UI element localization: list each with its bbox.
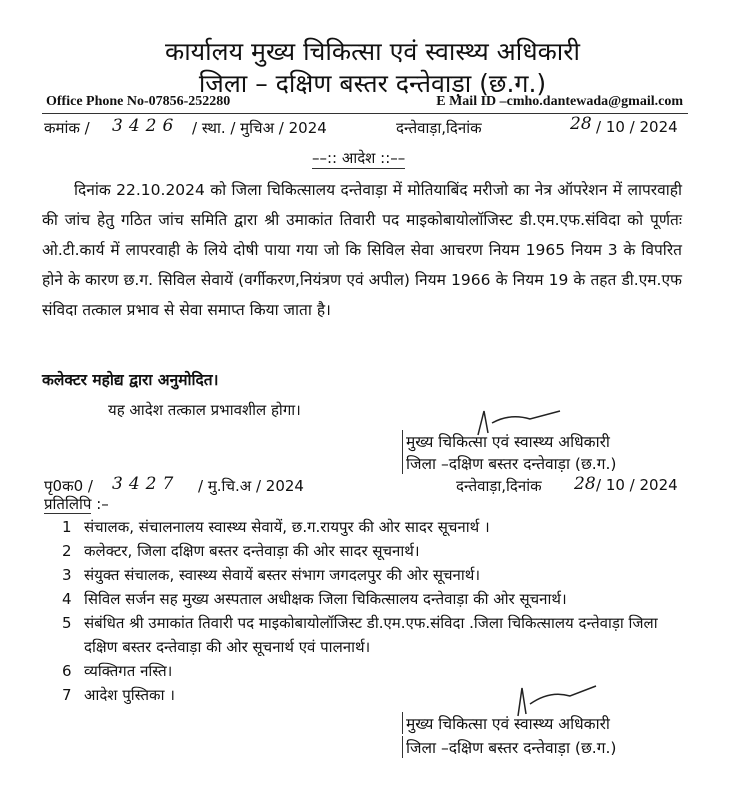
- office-title: कार्यालय मुख्य चिकित्सा एवं स्वास्थ्य अधिकारी: [165, 37, 580, 66]
- list-item: [62, 539, 674, 563]
- item-number: 5: [62, 614, 72, 632]
- district-title: जिला – दक्षिण बस्तर दन्तेवाड़ा (छ.ग.): [198, 69, 547, 98]
- copy-list: [62, 515, 674, 707]
- item-text: संयुक्त संचालक, स्वास्थ्य सेवायें बस्तर संभाग जगदलपुर की ओर सूचनार्थ।: [84, 566, 480, 584]
- item-text: व्यक्तिगत नस्ति।: [84, 662, 173, 680]
- list-item: [62, 515, 674, 539]
- item-text: संबंधित श्री उमाकांत तिवारी पद माइकोबायोलॉजिस्ट डी.एम.एफ.संविदा .जिला चिकित्सालय दन्तेवाड़ा जिला दक्षिण बस्तर दन्तेवाड़ा की ओर सूचनार्थ एवं पालनार्थ।: [84, 614, 658, 656]
- item-number: 2: [62, 542, 72, 560]
- ref-place-date-label: दन्तेवाड़ा,दिनांक: [396, 119, 482, 137]
- collector-approval: कलेक्टर महोद्य द्वारा अनुमोदित।: [42, 371, 219, 389]
- item-text: कलेक्टर, जिला दक्षिण बस्तर दन्तेवाड़ा की ओर सादर सूचनार्थ।: [84, 542, 420, 560]
- office-phone: Office Phone No-07856-252280: [46, 94, 231, 109]
- signature-district-1: जिला –दक्षिण बस्तर दन्तेवाड़ा (छ.ग.): [402, 452, 616, 474]
- item-text: संचालक, संचालनालय स्वास्थ्य सेवायें, छ.ग.रायपुर की ओर सादर सूचनार्थ ।: [84, 518, 490, 536]
- item-text: सिविल सर्जन सह मुख्य अस्पताल अधीक्षक जिला चिकित्सालय दन्तेवाड़ा की ओर सूचनार्थ।: [84, 590, 567, 608]
- ref-day: 28: [570, 114, 592, 134]
- copy-ref-number: 3427: [112, 474, 180, 494]
- copy-ref-month-year: / 10 / 2024: [596, 476, 678, 494]
- order-heading: ––:: आदेश ::––: [312, 149, 406, 167]
- ref-number: 3426: [112, 116, 180, 136]
- copy-heading-row: [44, 494, 109, 514]
- order-body: दिनांक 22.10.2024 को जिला चिकित्सालय दन्तेवाड़ा में मोतियाबिंद मरीजो का नेत्र ऑपरेशन में लापरवाही की जांच हेतु गठित जांच समिति द्वारा श्री उमाकांत तिवारी पद माइकोबायोलॉजिस्ट डी.एम.एफ.संविदा को पूर्णतः ओ.टी.कार्य में लापरवाही के लिये दोषी पाया गया जो कि सिविल सेवा आचरण नियम 1965 नियम 3 के विपरित होने के कारण छ.ग. सिविल सेवायें (वर्गीकरण,नियंत्रण एवं अपील) नियम 1966 के नियम 19 के तहत डी.एम.एफ संविदा तत्काल प्रभाव से सेवा समाप्त किया जाता है।: [42, 181, 682, 319]
- signature-designation-1: मुख्य चिकित्सा एवं स्वास्थ्य अधिकारी: [402, 430, 610, 452]
- item-number: 7: [62, 686, 72, 704]
- ref-month-year: / 10 / 2024: [596, 118, 678, 136]
- copy-heading-suffix: :–: [91, 495, 109, 513]
- item-number: 3: [62, 566, 72, 584]
- copy-ref-place-date-label: दन्तेवाड़ा,दिनांक: [456, 477, 542, 495]
- office-email: E Mail ID –cmho.dantewada@gmail.com: [436, 94, 683, 109]
- effective-note: यह आदेश तत्काल प्रभावशील होगा।: [108, 401, 301, 419]
- item-text: आदेश पुस्तिका ।: [84, 686, 175, 704]
- ref-prefix: कमांक /: [44, 119, 90, 137]
- ref-suffix: / स्था. / मुचिअ / 2024: [192, 119, 327, 137]
- copy-ref-suffix: / मु.चि.अ / 2024: [198, 477, 304, 495]
- list-item: [62, 611, 674, 659]
- signature-district-2: जिला –दक्षिण बस्तर दन्तेवाड़ा (छ.ग.): [402, 736, 616, 758]
- item-number: 4: [62, 590, 72, 608]
- copy-heading: प्रतिलिपि: [44, 495, 92, 513]
- list-item: [62, 563, 674, 587]
- item-number: 6: [62, 662, 72, 680]
- list-item: [62, 587, 674, 611]
- signature-designation-2: मुख्य चिकित्सा एवं स्वास्थ्य अधिकारी: [402, 712, 610, 734]
- item-number: 1: [62, 518, 72, 536]
- copy-ref-day: 28: [574, 474, 596, 494]
- copy-ref-prefix: पृ0क0 /: [44, 477, 93, 495]
